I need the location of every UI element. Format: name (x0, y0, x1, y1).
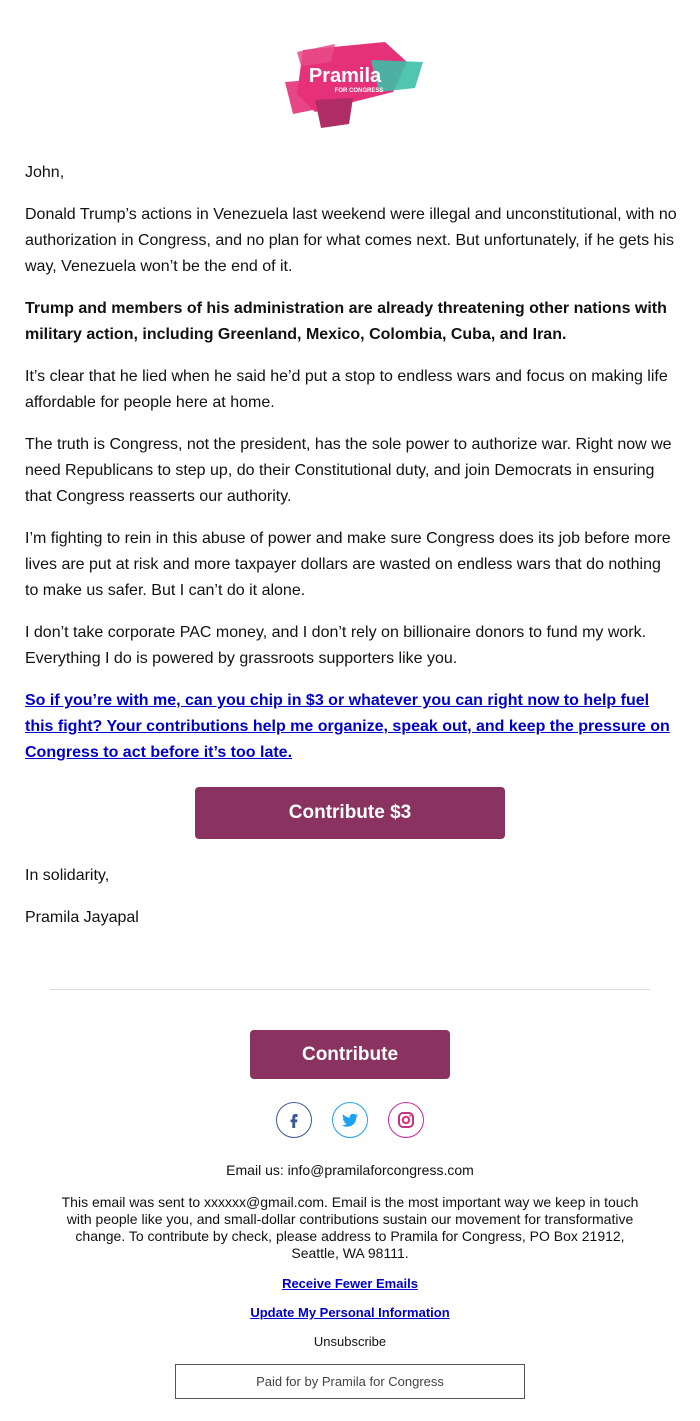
greeting: John, (25, 164, 65, 181)
unsubscribe-link[interactable]: Unsubscribe (313, 1334, 387, 1349)
contribute-3-button[interactable]: Contribute $3 (195, 787, 505, 839)
email-us: Email us: info@pramilaforcongress.com (226, 1162, 474, 1178)
paragraph: Donald Trump’s actions in Venezuela last weekend were illegal and unconstitutional, with no authorization in Congress, and no plan for what comes next. But unfortunately, if he gets his way, Venezuela won’t be the end of it. (25, 206, 677, 275)
paragraph: It’s clear that he lied when he said he’d put a stop to endless wars and focus on making life affordable for people here at home. (25, 368, 668, 411)
update-info-link[interactable]: Update My Personal Information (250, 1305, 450, 1320)
paragraph: I’m fighting to rein in this abuse of power and make sure Congress does its job before more lives are put at risk and more taxpayer dollars are wasted on endless wars that do nothing to make us safer. But I can’t do it alone. (25, 530, 671, 599)
paragraph-bold: Trump and members of his administration are already threatening other nations with military action, including Greenland, Mexico, Colombia, Cuba, and Iran. (25, 300, 667, 343)
facebook-icon[interactable] (276, 1102, 312, 1138)
paragraph: The truth is Congress, not the president, has the sole power to authorize war. Right now we need Republicans to step up, do their Constitutional duty, and join Democrats in ensuring that Congress reasserts our authority. (25, 436, 672, 505)
logo-subtitle: FOR CONGRESS (334, 88, 384, 94)
paid-for-disclaimer: Paid for by Pramila for Congress (175, 1364, 525, 1399)
twitter-icon[interactable] (332, 1102, 368, 1138)
paragraph: I don’t take corporate PAC money, and I don’t rely on billionaire donors to fund my work. Everything I do is powered by grassroots supporters like you. (25, 624, 647, 667)
receive-fewer-emails-link[interactable]: Receive Fewer Emails (282, 1276, 418, 1291)
legal-notice: This email was sent to xxxxxx@gmail.com. Email is the most important way we keep in touch with people like you, and small-dollar contributions sustain our movement for transformative change. To contribute by check, please address to Pramila for Congress, PO Box 21912, Seattle, WA 98111. (61, 1194, 639, 1261)
email-body (25, 160, 677, 782)
instagram-icon[interactable] (388, 1102, 424, 1138)
logo-wordmark: Pramila (308, 65, 382, 87)
campaign-logo (275, 32, 425, 132)
donate-link[interactable]: So if you’re with me, can you chip in $3 or whatever you can right now to help fuel this fight? Your contributions help me organize, speak out, and keep the pressure on Congress to act before it’s too late. (25, 692, 670, 761)
divider (50, 989, 650, 990)
social-links (276, 1102, 426, 1140)
contribute-button[interactable]: Contribute (250, 1030, 450, 1079)
signoff: In solidarity, (25, 867, 110, 884)
signature: Pramila Jayapal (25, 909, 139, 926)
logo-brush-graphic (275, 32, 425, 132)
